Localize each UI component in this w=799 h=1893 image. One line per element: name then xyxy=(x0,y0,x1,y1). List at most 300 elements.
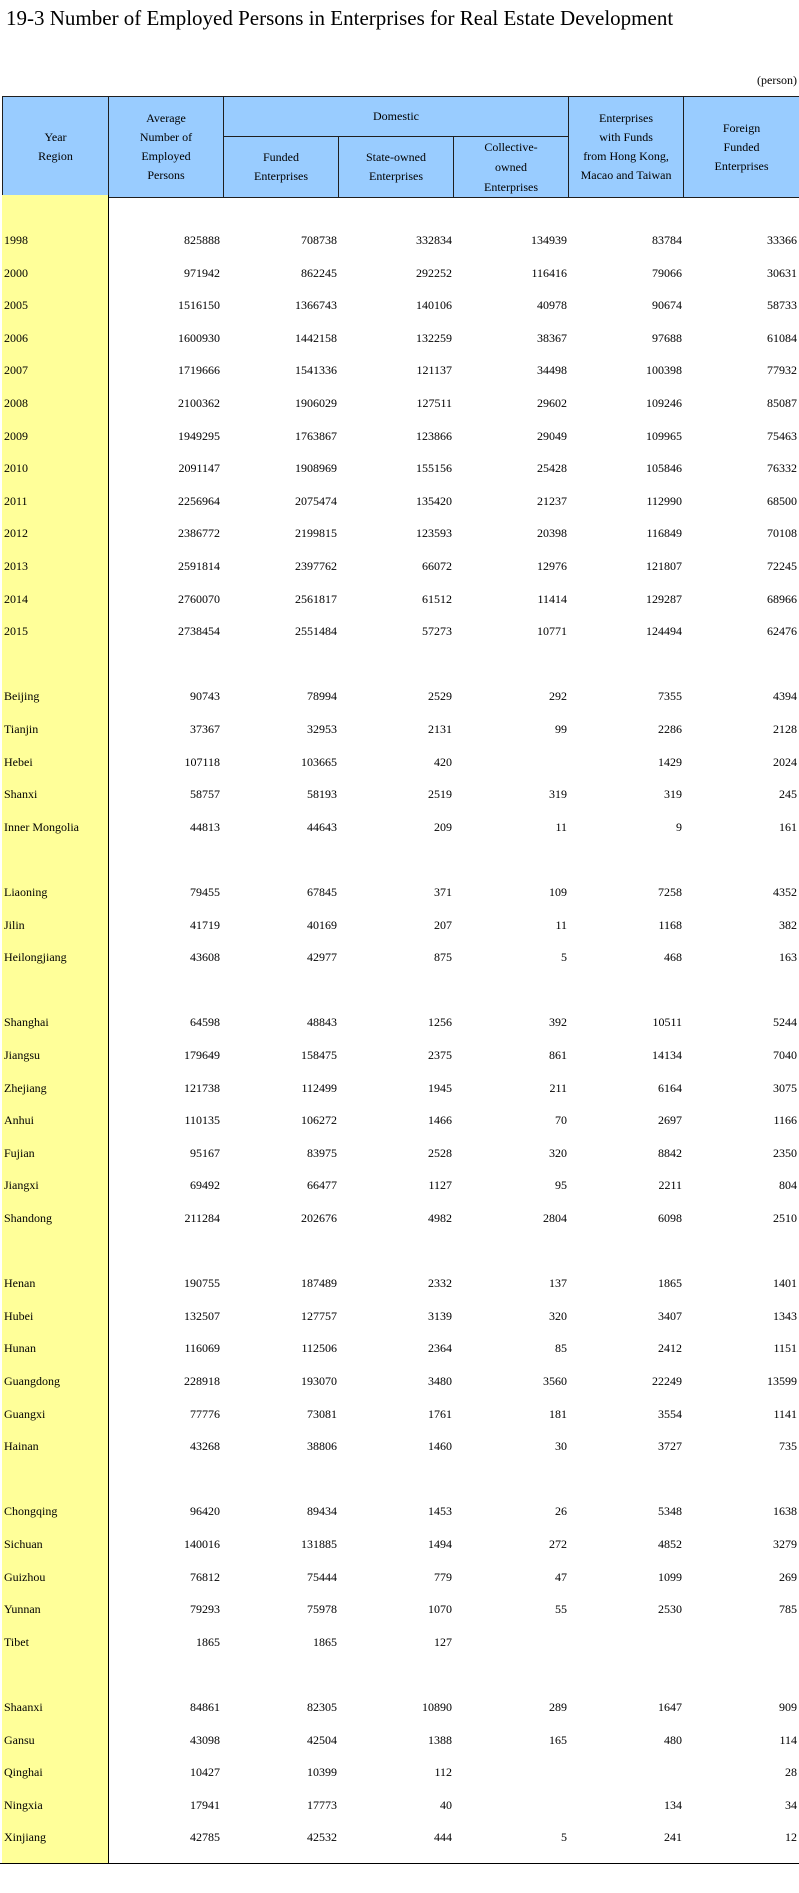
header-line: Average xyxy=(146,111,186,125)
cell-value: 38367 xyxy=(537,331,567,345)
cell-value: 2386772 xyxy=(178,526,220,540)
cell-value: 245 xyxy=(779,787,797,801)
cell-value: 95167 xyxy=(190,1146,220,1160)
cell-value: 320 xyxy=(549,1309,567,1323)
cell-value: 42504 xyxy=(307,1733,337,1747)
cell-value: 17773 xyxy=(307,1798,337,1812)
row-label: 2013 xyxy=(4,559,28,573)
header-line: Enterprises xyxy=(714,158,769,173)
row-label: 2010 xyxy=(4,461,28,475)
table-row xyxy=(0,1273,799,1293)
cell-value: 34498 xyxy=(537,363,567,377)
cell-value: 12976 xyxy=(537,559,567,573)
cell-value: 1168 xyxy=(658,918,682,932)
cell-value: 2529 xyxy=(428,689,452,703)
cell-value: 6098 xyxy=(658,1211,682,1225)
table-row xyxy=(0,1012,799,1032)
row-label: 2012 xyxy=(4,526,28,540)
cell-value: 127 xyxy=(434,1635,452,1649)
cell-value: 62476 xyxy=(767,624,797,638)
cell-value: 444 xyxy=(434,1830,452,1844)
cell-value: 2397762 xyxy=(295,559,337,573)
cell-value: 1494 xyxy=(428,1537,452,1551)
cell-value: 207 xyxy=(434,918,452,932)
cell-value: 42785 xyxy=(190,1830,220,1844)
cell-value: 2364 xyxy=(428,1341,452,1355)
cell-value: 33366 xyxy=(767,233,797,247)
row-label: 2011 xyxy=(4,494,28,508)
cell-value: 34 xyxy=(785,1798,797,1812)
row-label: Guangdong xyxy=(4,1374,60,1388)
cell-value: 5 xyxy=(561,1830,567,1844)
unit-label: (person) xyxy=(757,73,797,87)
cell-value: 17941 xyxy=(190,1798,220,1812)
cell-value: 72245 xyxy=(767,559,797,573)
cell-value: 468 xyxy=(664,950,682,964)
cell-value: 123593 xyxy=(416,526,452,540)
cell-value: 289 xyxy=(549,1700,567,1714)
table-row xyxy=(0,752,799,772)
cell-value: 76332 xyxy=(767,461,797,475)
cell-value: 228918 xyxy=(184,1374,220,1388)
cell-value: 112990 xyxy=(646,494,682,508)
cell-value: 181 xyxy=(549,1407,567,1421)
cell-value: 392 xyxy=(549,1015,567,1029)
row-label: Hainan xyxy=(4,1439,39,1453)
row-label: Zhejiang xyxy=(4,1081,47,1095)
cell-value: 1166 xyxy=(773,1113,797,1127)
cell-value: 7258 xyxy=(658,885,682,899)
cell-value: 1761 xyxy=(428,1407,452,1421)
cell-value: 2286 xyxy=(658,722,682,736)
cell-value: 1719666 xyxy=(178,363,220,377)
cell-value: 58757 xyxy=(190,787,220,801)
cell-value: 137 xyxy=(549,1276,567,1290)
cell-value: 319 xyxy=(549,787,567,801)
cell-value: 2256964 xyxy=(178,494,220,508)
cell-value: 123866 xyxy=(416,429,452,443)
cell-value: 78994 xyxy=(307,689,337,703)
table-row xyxy=(0,1338,799,1358)
cell-value: 1343 xyxy=(773,1309,797,1323)
cell-value: 1865 xyxy=(196,1635,220,1649)
cell-value: 103665 xyxy=(301,755,337,769)
cell-value: 4852 xyxy=(658,1537,682,1551)
cell-value: 66072 xyxy=(422,559,452,573)
table-row xyxy=(0,589,799,609)
row-label: Tianjin xyxy=(4,722,39,736)
cell-value: 1466 xyxy=(428,1113,452,1127)
cell-value: 132259 xyxy=(416,331,452,345)
cell-value: 1453 xyxy=(428,1504,452,1518)
cell-value: 140106 xyxy=(416,298,452,312)
table-row xyxy=(0,1567,799,1587)
cell-value: 26 xyxy=(555,1504,567,1518)
cell-value: 5244 xyxy=(773,1015,797,1029)
cell-value: 97688 xyxy=(652,331,682,345)
cell-value: 55 xyxy=(555,1602,567,1616)
cell-value: 77932 xyxy=(767,363,797,377)
table-row xyxy=(0,491,799,511)
cell-value: 21237 xyxy=(537,494,567,508)
cell-value: 42977 xyxy=(307,950,337,964)
header-line: Number of xyxy=(139,130,193,144)
row-label: Qinghai xyxy=(4,1765,43,1779)
cell-value: 85 xyxy=(555,1341,567,1355)
cell-value: 2375 xyxy=(428,1048,452,1062)
row-label: Tibet xyxy=(4,1635,29,1649)
table-row xyxy=(0,719,799,739)
cell-value: 241 xyxy=(664,1830,682,1844)
cell-value: 40169 xyxy=(307,918,337,932)
row-label: Jiangxi xyxy=(4,1178,39,1192)
cell-value: 67845 xyxy=(307,885,337,899)
cell-value: 112506 xyxy=(301,1341,337,1355)
table-row xyxy=(0,1110,799,1130)
cell-value: 140016 xyxy=(184,1537,220,1551)
table-row xyxy=(0,556,799,576)
table-row xyxy=(0,1730,799,1750)
cell-value: 68966 xyxy=(767,592,797,606)
cell-value: 129287 xyxy=(646,592,682,606)
header-line: from Hong Kong, xyxy=(583,149,669,163)
table-row xyxy=(0,360,799,380)
header-line: Enterprises xyxy=(254,169,308,183)
cell-value: 76812 xyxy=(190,1570,220,1584)
cell-value: 112499 xyxy=(301,1081,337,1095)
cell-value: 30631 xyxy=(767,266,797,280)
cell-value: 2804 xyxy=(543,1211,567,1225)
cell-value: 9 xyxy=(676,820,682,834)
cell-value: 2075474 xyxy=(295,494,337,508)
cell-value: 70 xyxy=(555,1113,567,1127)
cell-value: 29049 xyxy=(537,429,567,443)
header-line: Employed xyxy=(141,149,191,163)
cell-value: 89434 xyxy=(307,1504,337,1518)
cell-value: 2510 xyxy=(773,1211,797,1225)
cell-value: 127757 xyxy=(301,1309,337,1323)
header-line: State-owned xyxy=(366,150,426,164)
cell-value: 3480 xyxy=(428,1374,452,1388)
cell-value: 61084 xyxy=(767,331,797,345)
cell-value: 58193 xyxy=(307,787,337,801)
row-label: 2005 xyxy=(4,298,28,312)
row-label: Hunan xyxy=(4,1341,36,1355)
cell-value: 75463 xyxy=(767,429,797,443)
row-label: Jiangsu xyxy=(4,1048,40,1062)
row-label: 2014 xyxy=(4,592,28,606)
cell-value: 2530 xyxy=(658,1602,682,1616)
table-row xyxy=(0,947,799,967)
table-row xyxy=(0,882,799,902)
cell-value: 1647 xyxy=(658,1700,682,1714)
cell-value: 382 xyxy=(779,918,797,932)
cell-value: 1099 xyxy=(658,1570,682,1584)
cell-value: 42532 xyxy=(307,1830,337,1844)
header-line: Foreign xyxy=(722,120,761,135)
cell-value: 96420 xyxy=(190,1504,220,1518)
cell-value: 79455 xyxy=(190,885,220,899)
cell-value: 2697 xyxy=(658,1113,682,1127)
cell-value: 11414 xyxy=(537,592,567,606)
cell-value: 1141 xyxy=(773,1407,797,1421)
cell-value: 82305 xyxy=(307,1700,337,1714)
cell-value: 90674 xyxy=(652,298,682,312)
cell-value: 109965 xyxy=(646,429,682,443)
cell-value: 785 xyxy=(779,1602,797,1616)
cell-value: 2519 xyxy=(428,787,452,801)
cell-value: 1256 xyxy=(428,1015,452,1029)
cell-value: 1366743 xyxy=(295,298,337,312)
table-row xyxy=(0,621,799,641)
table-row xyxy=(0,1371,799,1391)
cell-value: 75978 xyxy=(307,1602,337,1616)
cell-value: 38806 xyxy=(307,1439,337,1453)
table-row xyxy=(0,1143,799,1163)
cell-value: 30 xyxy=(555,1439,567,1453)
cell-value: 134939 xyxy=(531,233,567,247)
cell-value: 3560 xyxy=(543,1374,567,1388)
cell-value: 112 xyxy=(434,1765,452,1779)
page-title: 19-3 Number of Employed Persons in Enterprises for Real Estate Development xyxy=(6,6,674,30)
table-row xyxy=(0,426,799,446)
cell-value: 190755 xyxy=(184,1276,220,1290)
table-row xyxy=(0,1404,799,1424)
cell-value: 116849 xyxy=(646,526,682,540)
cell-value: 32953 xyxy=(307,722,337,736)
cell-value: 99 xyxy=(555,722,567,736)
table-row xyxy=(0,1175,799,1195)
cell-value: 1070 xyxy=(428,1602,452,1616)
cell-value: 2128 xyxy=(773,722,797,736)
cell-value: 2591814 xyxy=(178,559,220,573)
cell-value: 29602 xyxy=(537,396,567,410)
cell-value: 124494 xyxy=(646,624,682,638)
row-label: 2015 xyxy=(4,624,28,638)
header-line: Enterprises xyxy=(484,180,538,194)
cell-value: 100398 xyxy=(646,363,682,377)
row-label: Guangxi xyxy=(4,1407,46,1421)
row-label: Hebei xyxy=(4,755,33,769)
cell-value: 134 xyxy=(664,1798,682,1812)
cell-value: 110135 xyxy=(184,1113,220,1127)
cell-value: 79293 xyxy=(190,1602,220,1616)
cell-value: 25428 xyxy=(537,461,567,475)
cell-value: 107118 xyxy=(184,755,220,769)
cell-value: 116069 xyxy=(184,1341,220,1355)
table-row xyxy=(0,1827,799,1847)
table-row xyxy=(0,1436,799,1456)
cell-value: 90743 xyxy=(190,689,220,703)
cell-value: 779 xyxy=(434,1570,452,1584)
cell-value: 3279 xyxy=(773,1537,797,1551)
cell-value: 121738 xyxy=(184,1081,220,1095)
cell-value: 132507 xyxy=(184,1309,220,1323)
table-row xyxy=(0,263,799,283)
cell-value: 109 xyxy=(549,885,567,899)
cell-value: 48843 xyxy=(307,1015,337,1029)
cell-value: 106272 xyxy=(301,1113,337,1127)
cell-value: 163 xyxy=(779,950,797,964)
cell-value: 2412 xyxy=(658,1341,682,1355)
table-row xyxy=(0,1534,799,1554)
header-line: Funded xyxy=(723,139,760,154)
cell-value: 211284 xyxy=(184,1211,220,1225)
header-year: Year xyxy=(44,130,67,144)
cell-value: 2561817 xyxy=(295,592,337,606)
cell-value: 2131 xyxy=(428,722,452,736)
cell-value: 77776 xyxy=(190,1407,220,1421)
row-label: Shanxi xyxy=(4,787,38,801)
cell-value: 5 xyxy=(561,950,567,964)
cell-value: 40 xyxy=(440,1798,452,1812)
cell-value: 66477 xyxy=(307,1178,337,1192)
cell-value: 1127 xyxy=(428,1178,452,1192)
table-row xyxy=(0,523,799,543)
cell-value: 85087 xyxy=(767,396,797,410)
cell-value: 2760070 xyxy=(178,592,220,606)
cell-value: 319 xyxy=(664,787,682,801)
cell-value: 1865 xyxy=(658,1276,682,1290)
cell-value: 73081 xyxy=(307,1407,337,1421)
cell-value: 70108 xyxy=(767,526,797,540)
cell-value: 332834 xyxy=(416,233,452,247)
cell-value: 272 xyxy=(549,1537,567,1551)
cell-value: 209 xyxy=(434,820,452,834)
cell-value: 2528 xyxy=(428,1146,452,1160)
cell-value: 131885 xyxy=(301,1537,337,1551)
cell-value: 13599 xyxy=(767,1374,797,1388)
cell-value: 2551484 xyxy=(295,624,337,638)
table-row xyxy=(0,1501,799,1521)
cell-value: 202676 xyxy=(301,1211,337,1225)
cell-value: 155156 xyxy=(416,461,452,475)
cell-value: 95 xyxy=(555,1178,567,1192)
cell-value: 3727 xyxy=(658,1439,682,1453)
row-label: Heilongjiang xyxy=(4,950,67,964)
row-label: Hubei xyxy=(4,1309,34,1323)
cell-value: 61512 xyxy=(422,592,452,606)
table-row xyxy=(0,784,799,804)
row-label: Jilin xyxy=(4,918,25,932)
cell-value: 10890 xyxy=(422,1700,452,1714)
cell-value: 1460 xyxy=(428,1439,452,1453)
cell-value: 3554 xyxy=(658,1407,682,1421)
cell-value: 1516150 xyxy=(178,298,220,312)
cell-value: 37367 xyxy=(190,722,220,736)
table-row xyxy=(0,393,799,413)
table-row xyxy=(0,1632,799,1652)
cell-value: 735 xyxy=(779,1439,797,1453)
cell-value: 1401 xyxy=(773,1276,797,1290)
cell-value: 420 xyxy=(434,755,452,769)
table-row xyxy=(0,1078,799,1098)
row-label: Shanghai xyxy=(4,1015,49,1029)
cell-value: 1638 xyxy=(773,1504,797,1518)
cell-value: 193070 xyxy=(301,1374,337,1388)
cell-value: 10511 xyxy=(652,1015,682,1029)
cell-value: 121137 xyxy=(416,363,452,377)
row-label: 2008 xyxy=(4,396,28,410)
cell-value: 57273 xyxy=(422,624,452,638)
cell-value: 105846 xyxy=(646,461,682,475)
cell-value: 1429 xyxy=(658,755,682,769)
row-label: Sichuan xyxy=(4,1537,43,1551)
cell-value: 2100362 xyxy=(178,396,220,410)
cell-value: 41719 xyxy=(190,918,220,932)
cell-value: 83784 xyxy=(652,233,682,247)
row-label: Liaoning xyxy=(4,885,48,899)
cell-value: 1151 xyxy=(773,1341,797,1355)
cell-value: 75444 xyxy=(307,1570,337,1584)
row-label: 2009 xyxy=(4,429,28,443)
row-label: Shandong xyxy=(4,1211,52,1225)
row-label: Beijing xyxy=(4,689,40,703)
cell-value: 43098 xyxy=(190,1733,220,1747)
row-label: 1998 xyxy=(4,233,28,247)
cell-value: 161 xyxy=(779,820,797,834)
cell-value: 64598 xyxy=(190,1015,220,1029)
table-row xyxy=(0,1208,799,1228)
table-row xyxy=(0,1306,799,1326)
cell-value: 4982 xyxy=(428,1211,452,1225)
row-label: Gansu xyxy=(4,1733,35,1747)
row-label: Guizhou xyxy=(4,1570,46,1584)
cell-value: 1600930 xyxy=(178,331,220,345)
cell-value: 1949295 xyxy=(178,429,220,443)
cell-value: 3407 xyxy=(658,1309,682,1323)
cell-value: 11 xyxy=(555,820,567,834)
table-row xyxy=(0,1762,799,1782)
table-row xyxy=(0,1599,799,1619)
table-row xyxy=(0,458,799,478)
cell-value: 2350 xyxy=(773,1146,797,1160)
cell-value: 1541336 xyxy=(295,363,337,377)
table-row xyxy=(0,1045,799,1065)
cell-value: 69492 xyxy=(190,1178,220,1192)
cell-value: 121807 xyxy=(646,559,682,573)
cell-value: 371 xyxy=(434,885,452,899)
cell-value: 292 xyxy=(549,689,567,703)
cell-value: 861 xyxy=(549,1048,567,1062)
cell-value: 165 xyxy=(549,1733,567,1747)
cell-value: 875 xyxy=(434,950,452,964)
cell-value: 3139 xyxy=(428,1309,452,1323)
header-region: Region xyxy=(38,149,73,163)
cell-value: 109246 xyxy=(646,396,682,410)
header-line: Domestic xyxy=(373,109,420,123)
cell-value: 7040 xyxy=(773,1048,797,1062)
cell-value: 4394 xyxy=(773,689,797,703)
cell-value: 269 xyxy=(779,1570,797,1584)
cell-value: 1865 xyxy=(313,1635,337,1649)
table-row xyxy=(0,817,799,837)
cell-value: 292252 xyxy=(416,266,452,280)
header-line: Enterprises xyxy=(369,169,423,183)
cell-value: 79066 xyxy=(652,266,682,280)
row-label: Fujian xyxy=(4,1146,35,1160)
cell-value: 14134 xyxy=(652,1048,682,1062)
table-row xyxy=(0,1697,799,1717)
header-line: Enterprises xyxy=(599,111,654,125)
cell-value: 2332 xyxy=(428,1276,452,1290)
cell-value: 187489 xyxy=(301,1276,337,1290)
table-row xyxy=(0,295,799,315)
cell-value: 22249 xyxy=(652,1374,682,1388)
cell-value: 83975 xyxy=(307,1146,337,1160)
cell-value: 10771 xyxy=(537,624,567,638)
cell-value: 1442158 xyxy=(295,331,337,345)
